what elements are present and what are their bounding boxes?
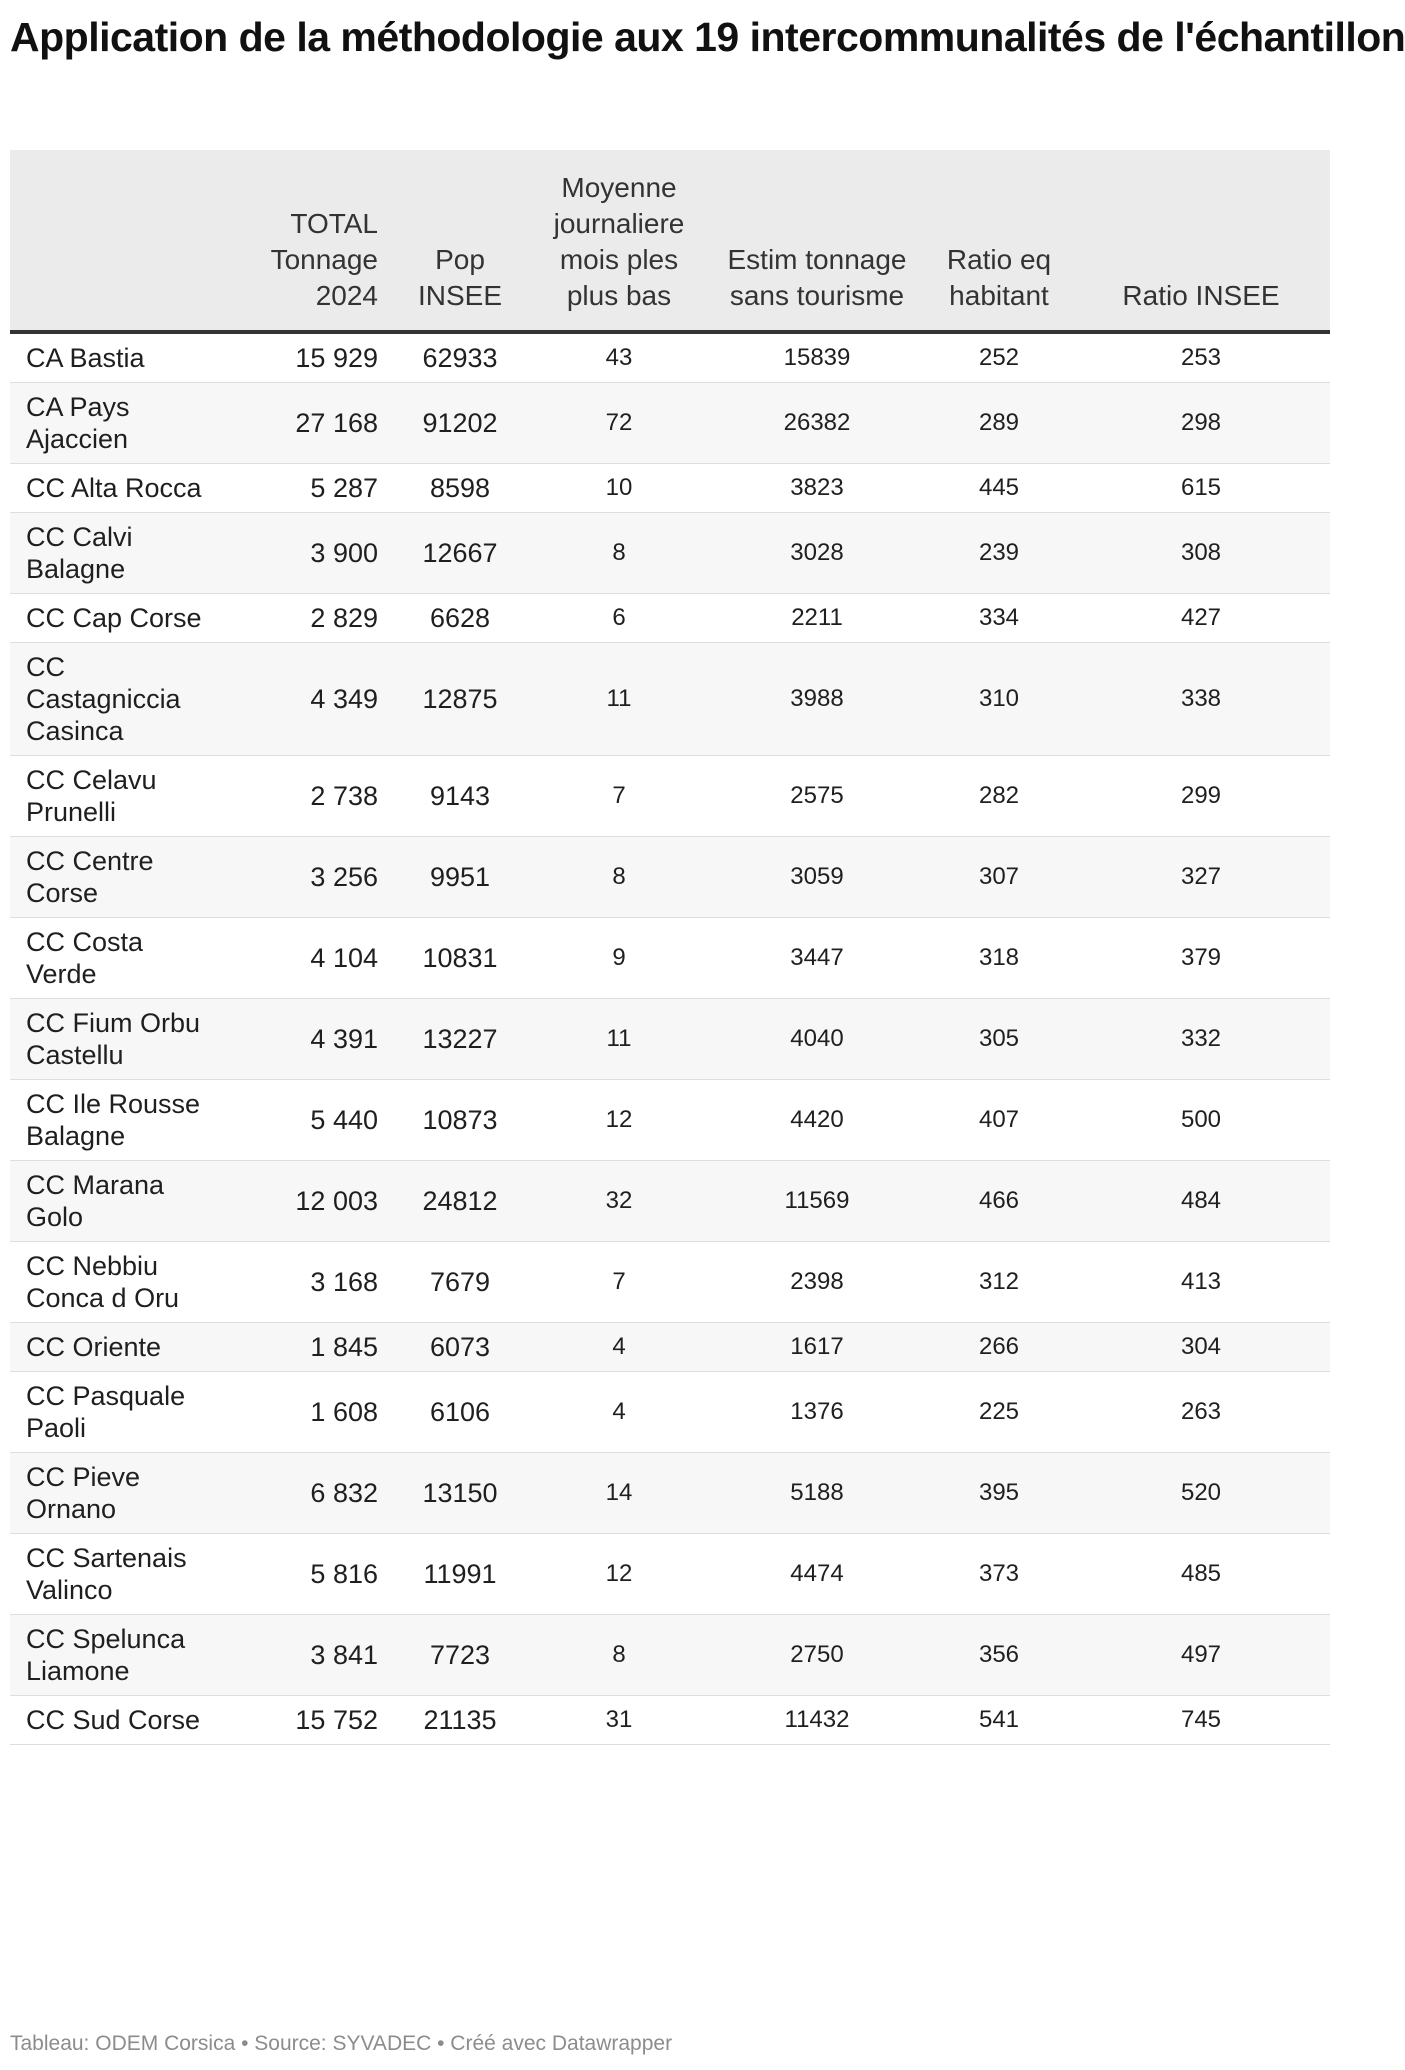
cell-pop-insee: 6628 — [390, 594, 530, 643]
cell-pop-insee: 7679 — [390, 1242, 530, 1323]
cell-ratio-insee: 253 — [1072, 332, 1330, 383]
cell-ratio-insee: 520 — [1072, 1453, 1330, 1534]
cell-moyenne-journaliere: 9 — [530, 918, 708, 999]
header-name[interactable] — [10, 150, 212, 332]
cell-moyenne-journaliere: 43 — [530, 332, 708, 383]
cell-moyenne-journaliere: 6 — [530, 594, 708, 643]
cell-estim-tonnage: 15839 — [708, 332, 926, 383]
cell-moyenne-journaliere: 11 — [530, 643, 708, 756]
cell-total-tonnage: 1 845 — [212, 1323, 390, 1372]
cell-total-tonnage: 3 256 — [212, 837, 390, 918]
cell-ratio-insee: 497 — [1072, 1615, 1330, 1696]
table-body — [10, 332, 1330, 1745]
cell-ratio-insee: 413 — [1072, 1242, 1330, 1323]
cell-estim-tonnage: 3447 — [708, 918, 926, 999]
cell-pop-insee: 10831 — [390, 918, 530, 999]
cell-total-tonnage: 5 816 — [212, 1534, 390, 1615]
cell-total-tonnage: 12 003 — [212, 1161, 390, 1242]
cell-moyenne-journaliere: 7 — [530, 756, 708, 837]
cell-name: CC Pieve Ornano — [10, 1453, 212, 1534]
cell-ratio-eq-habitant: 282 — [926, 756, 1072, 837]
cell-name: CC Pasquale Paoli — [10, 1372, 212, 1453]
cell-ratio-eq-habitant: 541 — [926, 1696, 1072, 1745]
cell-estim-tonnage: 3988 — [708, 643, 926, 756]
cell-ratio-eq-habitant: 252 — [926, 332, 1072, 383]
data-table-container[interactable] — [10, 150, 1280, 1745]
cell-name: CC Centre Corse — [10, 837, 212, 918]
header-total-tonnage[interactable]: TOTAL Tonnage 2024 — [212, 150, 390, 332]
cell-pop-insee: 8598 — [390, 464, 530, 513]
cell-total-tonnage: 1 608 — [212, 1372, 390, 1453]
cell-estim-tonnage: 5188 — [708, 1453, 926, 1534]
cell-total-tonnage: 4 349 — [212, 643, 390, 756]
cell-name: CC Sud Corse — [10, 1696, 212, 1745]
cell-pop-insee: 62933 — [390, 332, 530, 383]
cell-pop-insee: 91202 — [390, 383, 530, 464]
cell-moyenne-journaliere: 12 — [530, 1080, 708, 1161]
cell-name: CC Cap Corse — [10, 594, 212, 643]
cell-total-tonnage: 3 841 — [212, 1615, 390, 1696]
table-row — [10, 999, 1330, 1080]
table-row — [10, 643, 1330, 756]
cell-moyenne-journaliere: 31 — [530, 1696, 708, 1745]
cell-ratio-insee: 263 — [1072, 1372, 1330, 1453]
cell-total-tonnage: 3 900 — [212, 513, 390, 594]
cell-pop-insee: 9143 — [390, 756, 530, 837]
cell-name: CC Oriente — [10, 1323, 212, 1372]
cell-total-tonnage: 15 929 — [212, 332, 390, 383]
cell-ratio-insee: 298 — [1072, 383, 1330, 464]
header-moyenne-journaliere[interactable]: Moyenne journaliere mois ples plus bas — [530, 150, 708, 332]
header-ratio-insee[interactable]: Ratio INSEE — [1072, 150, 1330, 332]
cell-pop-insee: 9951 — [390, 837, 530, 918]
cell-estim-tonnage: 4474 — [708, 1534, 926, 1615]
cell-ratio-insee: 745 — [1072, 1696, 1330, 1745]
cell-total-tonnage: 15 752 — [212, 1696, 390, 1745]
cell-ratio-eq-habitant: 305 — [926, 999, 1072, 1080]
cell-name: CC Spelunca Liamone — [10, 1615, 212, 1696]
cell-ratio-eq-habitant: 307 — [926, 837, 1072, 918]
cell-ratio-eq-habitant: 266 — [926, 1323, 1072, 1372]
cell-moyenne-journaliere: 72 — [530, 383, 708, 464]
table-row — [10, 1615, 1330, 1696]
cell-name: CC Costa Verde — [10, 918, 212, 999]
cell-moyenne-journaliere: 4 — [530, 1323, 708, 1372]
cell-estim-tonnage: 2398 — [708, 1242, 926, 1323]
cell-estim-tonnage: 3028 — [708, 513, 926, 594]
cell-ratio-insee: 332 — [1072, 999, 1330, 1080]
cell-ratio-insee: 308 — [1072, 513, 1330, 594]
cell-ratio-insee: 299 — [1072, 756, 1330, 837]
cell-ratio-insee: 427 — [1072, 594, 1330, 643]
table-row — [10, 756, 1330, 837]
cell-ratio-eq-habitant: 407 — [926, 1080, 1072, 1161]
cell-total-tonnage: 2 738 — [212, 756, 390, 837]
table-header — [10, 150, 1330, 332]
cell-ratio-insee: 338 — [1072, 643, 1330, 756]
table-row — [10, 332, 1330, 383]
table-row — [10, 1080, 1330, 1161]
cell-estim-tonnage: 2211 — [708, 594, 926, 643]
cell-ratio-eq-habitant: 373 — [926, 1534, 1072, 1615]
cell-estim-tonnage: 3059 — [708, 837, 926, 918]
cell-pop-insee: 6106 — [390, 1372, 530, 1453]
cell-pop-insee: 13227 — [390, 999, 530, 1080]
cell-name: CA Pays Ajaccien — [10, 383, 212, 464]
cell-estim-tonnage: 1376 — [708, 1372, 926, 1453]
cell-estim-tonnage: 3823 — [708, 464, 926, 513]
table-row — [10, 1161, 1330, 1242]
cell-moyenne-journaliere: 8 — [530, 513, 708, 594]
cell-ratio-insee: 327 — [1072, 837, 1330, 918]
cell-ratio-eq-habitant: 445 — [926, 464, 1072, 513]
table-row — [10, 918, 1330, 999]
cell-ratio-insee: 484 — [1072, 1161, 1330, 1242]
cell-total-tonnage: 5 440 — [212, 1080, 390, 1161]
cell-ratio-eq-habitant: 466 — [926, 1161, 1072, 1242]
table-row — [10, 1453, 1330, 1534]
cell-total-tonnage: 3 168 — [212, 1242, 390, 1323]
page-title: Application de la méthodologie aux 19 intercommunalités de l'échantillon — [10, 14, 1405, 60]
cell-pop-insee: 11991 — [390, 1534, 530, 1615]
cell-name: CA Bastia — [10, 332, 212, 383]
cell-total-tonnage: 27 168 — [212, 383, 390, 464]
cell-ratio-eq-habitant: 239 — [926, 513, 1072, 594]
table-row — [10, 594, 1330, 643]
cell-pop-insee: 7723 — [390, 1615, 530, 1696]
cell-estim-tonnage: 4420 — [708, 1080, 926, 1161]
header-estim-tonnage[interactable]: Estim tonnage sans tourisme — [708, 150, 926, 332]
table-row — [10, 1372, 1330, 1453]
cell-pop-insee: 12875 — [390, 643, 530, 756]
cell-name: CC Alta Rocca — [10, 464, 212, 513]
cell-name: CC Fium Orbu Castellu — [10, 999, 212, 1080]
cell-name: CC Ile Rousse Balagne — [10, 1080, 212, 1161]
cell-estim-tonnage: 26382 — [708, 383, 926, 464]
header-pop-insee[interactable]: Pop INSEE — [390, 150, 530, 332]
cell-ratio-eq-habitant: 312 — [926, 1242, 1072, 1323]
table-row — [10, 1534, 1330, 1615]
cell-ratio-insee: 379 — [1072, 918, 1330, 999]
cell-pop-insee: 24812 — [390, 1161, 530, 1242]
cell-estim-tonnage: 4040 — [708, 999, 926, 1080]
cell-ratio-eq-habitant: 289 — [926, 383, 1072, 464]
cell-name: CC Calvi Balagne — [10, 513, 212, 594]
table-row — [10, 1696, 1330, 1745]
cell-total-tonnage: 6 832 — [212, 1453, 390, 1534]
cell-moyenne-journaliere: 10 — [530, 464, 708, 513]
cell-ratio-insee: 615 — [1072, 464, 1330, 513]
cell-total-tonnage: 4 104 — [212, 918, 390, 999]
header-ratio-eq-habitant[interactable]: Ratio eq habitant — [926, 150, 1072, 332]
cell-ratio-eq-habitant: 395 — [926, 1453, 1072, 1534]
cell-ratio-insee: 485 — [1072, 1534, 1330, 1615]
cell-estim-tonnage: 1617 — [708, 1323, 926, 1372]
cell-pop-insee: 13150 — [390, 1453, 530, 1534]
table-row — [10, 1242, 1330, 1323]
header-row — [10, 150, 1330, 332]
cell-pop-insee: 10873 — [390, 1080, 530, 1161]
cell-estim-tonnage: 11569 — [708, 1161, 926, 1242]
table-row — [10, 513, 1330, 594]
cell-moyenne-journaliere: 4 — [530, 1372, 708, 1453]
cell-estim-tonnage: 2750 — [708, 1615, 926, 1696]
cell-name: CC Castagniccia Casinca — [10, 643, 212, 756]
data-table — [10, 150, 1330, 1745]
table-row — [10, 837, 1330, 918]
cell-name: CC Marana Golo — [10, 1161, 212, 1242]
cell-pop-insee: 12667 — [390, 513, 530, 594]
cell-ratio-eq-habitant: 356 — [926, 1615, 1072, 1696]
cell-name: CC Sartenais Valinco — [10, 1534, 212, 1615]
cell-moyenne-journaliere: 12 — [530, 1534, 708, 1615]
cell-pop-insee: 6073 — [390, 1323, 530, 1372]
table-row — [10, 383, 1330, 464]
cell-total-tonnage: 2 829 — [212, 594, 390, 643]
cell-total-tonnage: 4 391 — [212, 999, 390, 1080]
cell-moyenne-journaliere: 32 — [530, 1161, 708, 1242]
table-row — [10, 464, 1330, 513]
cell-ratio-eq-habitant: 318 — [926, 918, 1072, 999]
cell-ratio-insee: 304 — [1072, 1323, 1330, 1372]
cell-name: CC Nebbiu Conca d Oru — [10, 1242, 212, 1323]
cell-estim-tonnage: 2575 — [708, 756, 926, 837]
table-row — [10, 1323, 1330, 1372]
cell-ratio-eq-habitant: 310 — [926, 643, 1072, 756]
cell-moyenne-journaliere: 8 — [530, 837, 708, 918]
cell-ratio-eq-habitant: 334 — [926, 594, 1072, 643]
cell-moyenne-journaliere: 8 — [530, 1615, 708, 1696]
cell-moyenne-journaliere: 11 — [530, 999, 708, 1080]
cell-ratio-eq-habitant: 225 — [926, 1372, 1072, 1453]
footer-credits: Tableau: ODEM Corsica • Source: SYVADEC • Créé avec Datawrapper — [10, 2032, 673, 2055]
cell-name: CC Celavu Prunelli — [10, 756, 212, 837]
cell-estim-tonnage: 11432 — [708, 1696, 926, 1745]
cell-pop-insee: 21135 — [390, 1696, 530, 1745]
cell-ratio-insee: 500 — [1072, 1080, 1330, 1161]
cell-moyenne-journaliere: 7 — [530, 1242, 708, 1323]
cell-moyenne-journaliere: 14 — [530, 1453, 708, 1534]
cell-total-tonnage: 5 287 — [212, 464, 390, 513]
